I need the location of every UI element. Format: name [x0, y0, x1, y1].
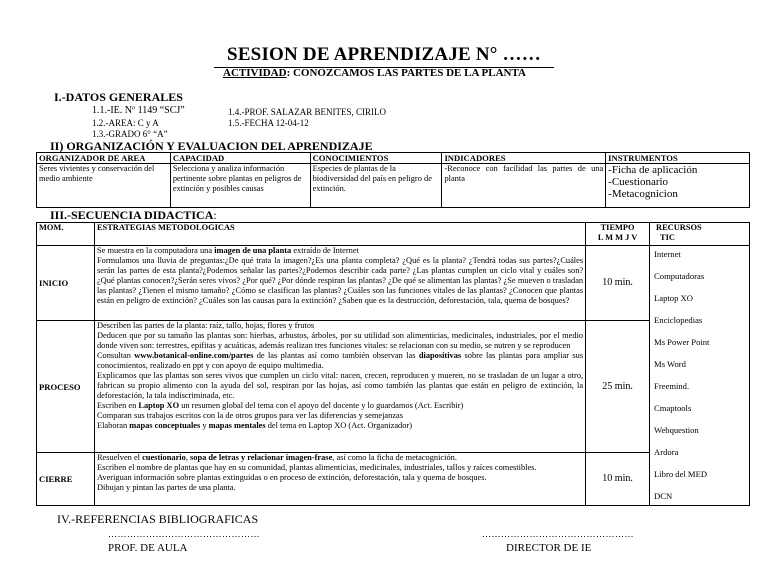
header-indicadores: INDICADORES [442, 153, 606, 164]
secuencia-table [36, 222, 750, 506]
capacidad-cell: Selecciona y analiza información pertinente sobre plantas en peligros de extinción y posibles causas [170, 164, 310, 208]
recurso-libro-med: Libro del MED [654, 469, 708, 479]
recurso-laptop-xo: Laptop XO [654, 293, 693, 303]
proceso-line-6: Comparan sus trabajos escritos con la de otros grupos para ver las diferencias y semejanzas [96, 411, 404, 421]
tiempo-days: L M M J V [597, 233, 638, 242]
header-conocimientos: CONOCIMIENTOS [310, 153, 442, 164]
signature-prof-aula: PROF. DE AULA [108, 542, 188, 554]
recursos-sub: TIC [660, 233, 675, 242]
inicio-line-1: Se muestra en la computadora una imagen de una planta extraído de Internet [96, 246, 359, 255]
instrumento-cuestionario: -Cuestionario [608, 176, 669, 188]
inicio-strategies [94, 246, 585, 321]
recurso-enciclopedias: Enciclopedias [654, 315, 703, 325]
cierre-line-1: Resuelven el cuestionario, sopa de letras y relacionar imagen-frase, así como la ficha de metacognición. [96, 452, 457, 462]
recurso-power-point: Ms Power Point [654, 337, 710, 347]
section-organizacion: II) ORGANIZACIÓN Y EVALUACION DEL APRENDIZAJE [50, 139, 373, 153]
recurso-computadoras: Computadoras [654, 271, 705, 281]
page-title: SESION DE APRENDIZAJE N° …… [227, 44, 541, 65]
proceso-line-7: Elaboran mapas conceptuales y mapas mentales del tema en Laptop XO (Act. Organizador) [96, 421, 412, 431]
conocimientos-cell: Especies de plantas de la biodiversidad del país en peligro de extinción. [310, 164, 442, 208]
cierre-time: 10 min. [586, 452, 650, 505]
header-recursos [650, 223, 750, 246]
dato-area: 1.2.-AREA: C y A [92, 118, 159, 128]
instrumento-metacognicion: -Metacognicion [608, 188, 678, 200]
instrumentos-cell [606, 164, 750, 208]
activity-text: : CONOZCAMOS LAS PARTES DE LA PLANTA [286, 67, 526, 79]
header-instrumentos: INSTRUMENTOS [606, 153, 750, 164]
recurso-internet: Internet [654, 249, 681, 259]
activity-line [223, 67, 526, 79]
proceso-time: 25 min. [586, 321, 650, 453]
proceso-line-3: Consultan www.botanical-online.com/partes de las plantas así como también observan las diapositivas sobre las plantas para ampliar sus conocimientos, realizado en ppt y con apoyo de equipo multimedia. [96, 351, 584, 371]
signature-line-left: ………………………………………… [108, 529, 260, 539]
dato-ie: 1.1.-IE. Nº 1149 “SCJ” [92, 105, 185, 116]
proceso-line-2: Deducen que por su tamaño las plantas son: hierbas, arbustos, árboles, por su utilidad son alimenticias, medicinales, industriales, por el medio donde viven son: terrestres, epifitas y acuáticas, además realizan tres funciones vitales: se relacionan con su medio, se nutren y se reproducen [96, 331, 584, 351]
dato-grado: 1.3.-GRADO 6° “A” [92, 129, 168, 139]
activity-label: ACTIVIDAD [223, 67, 287, 79]
header-tiempo [586, 223, 650, 246]
cierre-line-4: Dibujan y pintan las partes de una planta. [96, 482, 236, 492]
organizacion-table [36, 152, 750, 208]
inicio-time: 10 min. [586, 246, 650, 321]
tiempo-label: TIEMPO [600, 223, 635, 232]
header-capacidad: CAPACIDAD [170, 153, 310, 164]
proceso-strategies [94, 321, 585, 453]
recursos-label: RECURSOS [656, 223, 702, 232]
cierre-line-2: Escriben el nombre de plantas que hay en su comunidad, plantas alimenticias, medicinales, industriales, tallos y raíces comestibles. [96, 462, 537, 472]
recurso-cmaptools: Cmaptools [654, 403, 692, 413]
inicio-questions: Formulamos una lluvia de preguntas:¿De qué trata la imagen?¿Es una planta completa? ¿Qué es la planta? ¿Tendrá todas sus partes?¿Cuáles serán las partes de esta planta?¿Podemos señalar las partes?¿Podemos describir cada parte? ¿Las plantas cumplen un ciclo vital y cuáles son?¿Qué plantas conocen?¿Serán seres vivos? ¿Por qué? ¿Por dónde respiran las plantas? ¿De qué se alimentan las plantas? ¿Se mueven o trasladan las plantas? ¿Tienen el mismo tamaño? ¿Cómo se clasifican las plantas? ¿Cuáles son las funciones vitales de las plantas? ¿Conocen que plantas están en peligro de extinción? ¿Cuáles son las causas para la extinción? ¿Saben que es la destrucción, deforestación, tala, quema de bosques? [96, 256, 584, 305]
phase-proceso: PROCESO [37, 321, 95, 453]
secuencia-colon: : [213, 208, 217, 222]
organizador-cell: Seres vivientes y conservación del medio ambiente [37, 164, 171, 208]
cierre-line-3: Averiguan información sobre plantas extinguidas o en proceso de extinción, deforestación, tala y quema de bosques. [96, 472, 487, 482]
secuencia-heading: III.-SECUENCIA DIDACTICA [50, 208, 214, 222]
recurso-ardora: Ardora [654, 447, 679, 457]
phase-inicio: INICIO [37, 246, 95, 321]
recurso-word: Ms Word [654, 359, 686, 369]
proceso-line-5: Escriben en Laptop XO un resumen global del tema con el apoyo del docente y lo guardamos (Act. Escribir) [96, 401, 464, 411]
recurso-dcn: DCN [654, 491, 673, 501]
cierre-strategies [94, 452, 585, 505]
dato-prof: 1.4.-PROF. SALAZAR BENITES, CIRILO [228, 107, 387, 117]
recursos-list [650, 246, 750, 506]
section-datos-generales: I.-DATOS GENERALES [54, 90, 183, 104]
signature-line-right: ………………………………………… [482, 529, 634, 539]
header-mom: MOM. [37, 223, 95, 246]
signature-director: DIRECTOR DE IE [506, 542, 592, 554]
recurso-webquestion: Webquestion [654, 425, 699, 435]
proceso-line-1: Describen las partes de la planta: raíz, tallo, hojas, flores y frutos [96, 321, 315, 331]
section-referencias: IV.-REFERENCIAS BIBLIOGRAFICAS [57, 512, 259, 526]
instrumento-ficha: -Ficha de aplicación [608, 164, 698, 176]
proceso-line-4: Explicamos que las plantas son seres vivos que cumplen un ciclo vital: nacen, crecen, reproducen y mueren, no se trasladan de un lugar a otro, fabrican su propio alimento con la ayuda del sol, respiran por las hojas, así como también las plantas que están en peligro de extinción, la deforestación, la tala indiscriminada, etc. [96, 371, 584, 401]
section-secuencia [50, 208, 217, 223]
dato-fecha: 1.5.-FECHA 12-04-12 [228, 118, 309, 128]
indicadores-cell: -Reconoce con facilidad las partes de una planta [442, 164, 606, 208]
recurso-freemind: Freemind. [654, 381, 690, 391]
phase-cierre: CIERRE [37, 452, 95, 505]
header-organizador: ORGANIZADOR DE AREA [37, 153, 171, 164]
header-estrategias: ESTRATEGIAS METODOLOGICAS [94, 223, 585, 246]
